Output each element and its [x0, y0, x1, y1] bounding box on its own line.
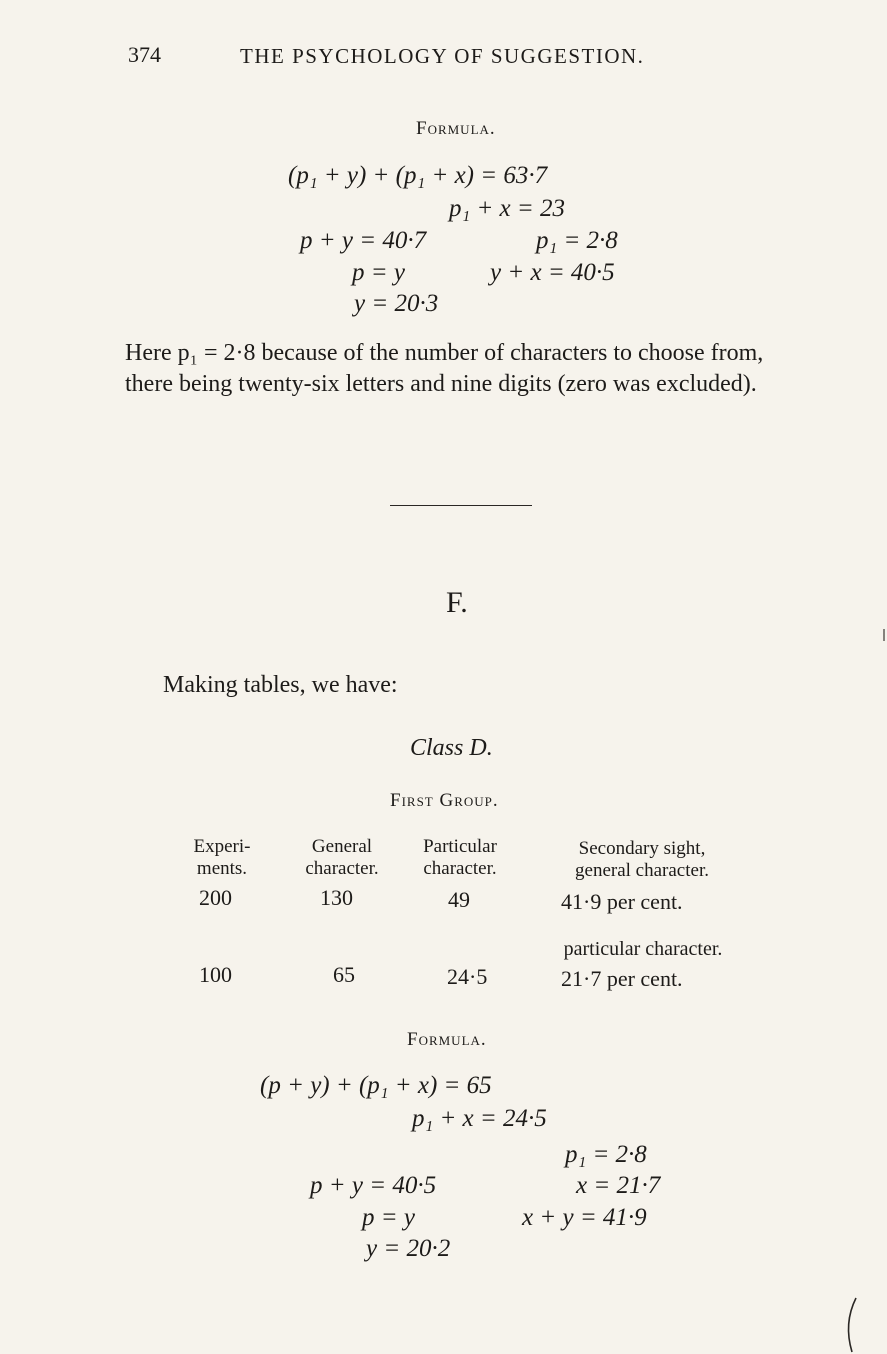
column-header-secondary: Secondary sight, general character.: [575, 838, 709, 881]
group-title: First Group.: [390, 790, 499, 811]
edge-mark-icon: [881, 628, 887, 642]
equation: (p + y) + (p₁ + x) = 65: [260, 1072, 492, 1099]
section-heading: F.: [446, 586, 468, 619]
body-paragraph: Here p₁ = 2·8 because of the number of characters to choose from, there being twenty-six letters and nine digits (zero was excluded).: [125, 340, 764, 397]
table-subheader: particular character.: [563, 938, 723, 960]
table-cell: 41·9 per cent.: [561, 889, 683, 914]
column-header-experiments: Experi- ments.: [193, 836, 251, 879]
table-cell: 65: [333, 962, 355, 987]
table-cell: 100: [199, 962, 232, 987]
column-header-general: General character.: [305, 836, 379, 879]
page-number: 374: [128, 42, 161, 67]
equation: p₁ = 2·8: [565, 1141, 647, 1168]
equation: p₁ + x = 23: [449, 195, 566, 222]
section-divider: [390, 505, 532, 506]
equation: x = 21·7: [576, 1172, 661, 1199]
equation: p₁ + x = 24·5: [412, 1105, 547, 1132]
table-cell: 24·5: [447, 964, 488, 989]
equation: (p₁ + y) + (p₁ + x) = 63·7: [288, 162, 548, 189]
formula-heading: Formula.: [416, 118, 496, 139]
equation: p = y: [352, 259, 405, 286]
equation: y + x = 40·5: [490, 259, 615, 286]
table-cell: 130: [320, 885, 353, 910]
equation: y = 20·3: [354, 290, 439, 317]
running-title: THE PSYCHOLOGY OF SUGGESTION.: [240, 44, 645, 68]
equation: p₁ = 2·8: [536, 227, 618, 254]
equation: y = 20·2: [366, 1235, 451, 1262]
table-cell: 21·7 per cent.: [561, 966, 683, 991]
margin-mark-icon: [842, 1296, 862, 1354]
table-cell: 200: [199, 885, 232, 910]
equation: p + y = 40·7: [300, 227, 427, 254]
column-header-particular: Particular character.: [423, 836, 497, 879]
equation: p + y = 40·5: [310, 1172, 437, 1199]
class-title: Class D.: [410, 735, 493, 761]
formula-heading: Formula.: [407, 1029, 487, 1050]
equation: p = y: [362, 1204, 415, 1231]
equation: x + y = 41·9: [522, 1204, 647, 1231]
intro-text: Making tables, we have:: [163, 672, 398, 698]
table-cell: 49: [448, 887, 470, 912]
